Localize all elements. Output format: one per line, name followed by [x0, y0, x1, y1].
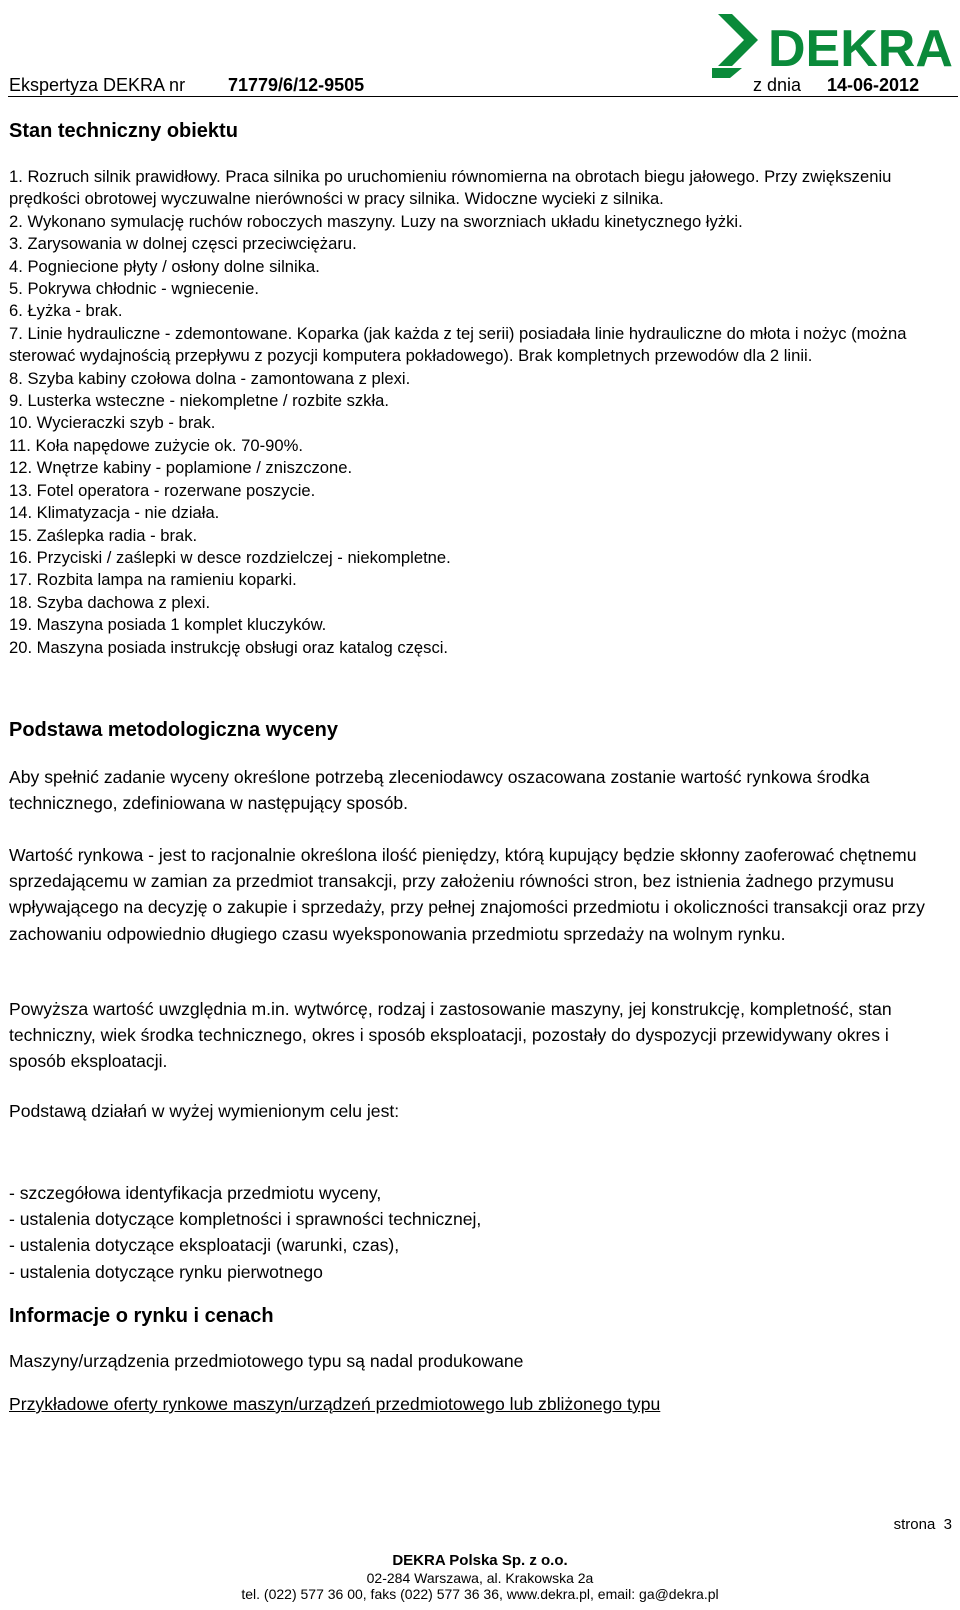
expertise-label: Ekspertyza DEKRA nr — [9, 75, 186, 95]
page-label: strona — [893, 1516, 936, 1533]
condition-title: Stan techniczny obiektu — [9, 120, 238, 142]
market-title: Informacje o rynku i cenach — [9, 1305, 274, 1327]
dekra-logo-mark — [712, 8, 956, 80]
list-item: - ustalenia dotyczące rynku pierwotnego — [9, 1261, 323, 1282]
list-item: 13. Fotel operatora - rozerwane poszycie. — [9, 480, 316, 500]
footer-company: DEKRA Polska Sp. z o.o. — [392, 1552, 568, 1569]
dekra-logo — [712, 8, 956, 80]
methodology-paragraph: Powyższa wartość uwzględnia m.in. wytwórcę, rodzaj i zastosowanie maszyny, jej konstrukcję, kompletność, stan techniczny, wiek środka technicznego, okres i sposób eksploatacji, pozostały do dyspozycji przewidywany okres i sposób eksploatacji. — [9, 999, 892, 1072]
list-item: 14. Klimatyzacja - nie działa. — [9, 503, 220, 523]
methodology-paragraph: Podstawą działań w wyżej wymienionym celu jest: — [9, 1101, 400, 1121]
list-item: 16. Przyciski / zaślepki w desce rozdzielczej - niekompletne. — [9, 547, 451, 567]
basis-list — [9, 1180, 949, 1285]
list-item: - ustalenia dotyczące kompletności i sprawności technicznej, — [9, 1209, 482, 1230]
market-text: Maszyny/urządzenia przedmiotowego typu są nadal produkowane — [9, 1351, 524, 1371]
list-item: 1. Rozruch silnik prawidłowy. Praca silnika po uruchomieniu równomierna na obrotach biegu jałowego. Przy zwiększeniu prędkości obrotowej wyczuwalne nierówności w pracy silnika. Widoczne wycieki z silnika. — [9, 167, 892, 209]
list-item: 5. Pokrywa chłodnic - wgniecenie. — [9, 279, 259, 299]
date-value: 14-06-2012 — [827, 75, 920, 95]
date-label: z dnia — [753, 75, 802, 95]
methodology-paragraph: Wartość rynkowa - jest to racjonalnie określona ilość pieniędzy, którą kupujący będzie skłonny zaoferować chętnemu sprzedającemu w zamian za przedmiot transakcji, przy założeniu równości stron, bez istnienia żadnego przymusu wpływającego na decyzję o zakupie i sprzedaży, przy pełnej znajomości przedmiotu i okoliczności transakcji oraz przy zachowaniu odpowiednio długiego czasu wyeksponowania przedmiotu sprzedaży na wolnym rynku. — [9, 845, 925, 944]
list-item: 8. Szyba kabiny czołowa dolna - zamontowana z plexi. — [9, 368, 411, 388]
footer-address: 02-284 Warszawa, al. Krakowska 2a — [366, 1569, 594, 1586]
list-item: 4. Pogniecione płyty / osłony dolne silnika. — [9, 256, 320, 276]
list-item: 6. Łyżka - brak. — [9, 301, 123, 321]
methodology-title: Podstawa metodologiczna wyceny — [9, 719, 338, 741]
list-item: 15. Zaślepka radia - brak. — [9, 525, 198, 545]
list-item: - ustalenia dotyczące eksploatacji (warunki, czas), — [9, 1235, 400, 1256]
list-item: 9. Lusterka wsteczne - niekompletne / rozbite szkła. — [9, 391, 389, 411]
market-offers-link[interactable]: Przykładowe oferty rynkowe maszyn/urządzeń przedmiotowego lub zbliżonego typu — [9, 1394, 661, 1414]
page-number — [894, 1516, 952, 1533]
methodology-paragraph: Aby spełnić zadanie wyceny określone potrzebą zleceniodawcy oszacowana zostanie wartość rynkowa środka technicznego, zdefiniowana w następujący sposób. — [9, 767, 870, 814]
header-divider — [8, 96, 958, 97]
list-item: 11. Koła napędowe zużycie ok. 70-90%. — [9, 435, 303, 455]
list-item: 20. Maszyna posiada instrukcję obsługi oraz katalog częsci. — [9, 637, 449, 657]
page-number-value: 3 — [943, 1516, 952, 1533]
footer — [0, 1553, 960, 1603]
expertise-number: 71779/6/12-9505 — [228, 75, 365, 95]
list-item: 7. Linie hydrauliczne - zdemontowane. Koparka (jak każda z tej serii) posiadała linie hydrauliczne do młota i nożyc (można sterować wydajnością przepływu z pozycji komputera pokładowego). Brak kompletnych przewodów dla 2 linii. — [9, 323, 907, 366]
list-item: 10. Wycieraczki szyb - brak. — [9, 413, 216, 433]
list-item: 17. Rozbita lampa na ramieniu koparki. — [9, 570, 297, 590]
list-item: 18. Szyba dachowa z plexi. — [9, 592, 211, 612]
list-item: 2. Wykonano symulację ruchów roboczych maszyny. Luzy na sworzniach układu kinetycznego łyżki. — [9, 211, 743, 231]
footer-contact: tel. (022) 577 36 00, faks (022) 577 36 36, www.dekra.pl, email: ga@dekra.pl — [241, 1586, 719, 1602]
list-item: - szczegółowa identyfikacja przedmiotu wyceny, — [9, 1183, 382, 1203]
list-item: 3. Zarysowania w dolnej częsci przeciwciężaru. — [9, 234, 357, 254]
logo-text: DEKRA — [768, 20, 953, 78]
list-item: 19. Maszyna posiada 1 komplet kluczyków. — [9, 615, 327, 635]
list-item: 12. Wnętrze kabiny - poplamione / zniszczone. — [9, 458, 353, 478]
condition-list — [9, 166, 954, 659]
